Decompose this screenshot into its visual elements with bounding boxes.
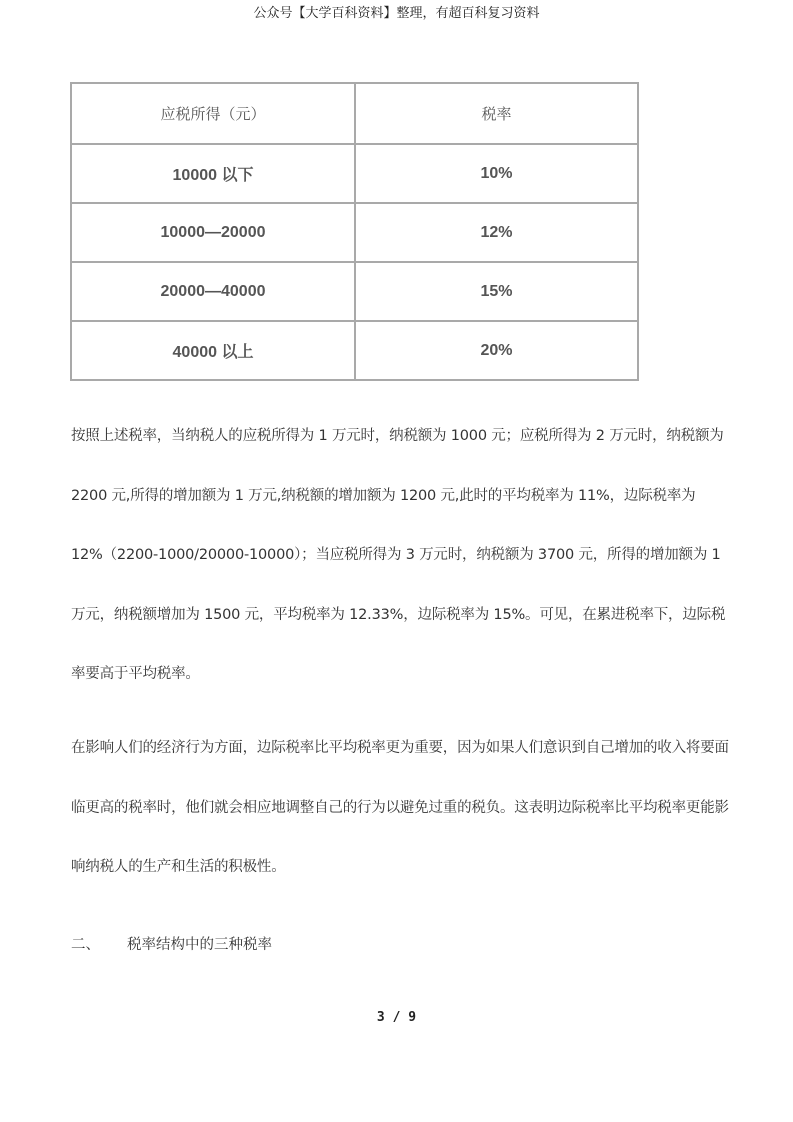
column-header-income: 应税所得（元） — [71, 83, 355, 144]
tax-rate-table — [70, 82, 639, 381]
section-title: 税率结构中的三种税率 — [127, 937, 272, 953]
table-row — [71, 262, 638, 321]
section-heading — [71, 930, 272, 960]
page-header: 公众号【大学百科资料】整理，有超百科复习资料 — [253, 6, 540, 21]
rate-cell: 15% — [355, 262, 638, 321]
rate-cell: 10% — [355, 144, 638, 203]
column-header-rate: 税率 — [355, 83, 638, 144]
income-bracket-cell: 20000—40000 — [71, 262, 355, 321]
table-row — [71, 144, 638, 203]
page-number: 3 / 9 — [376, 1010, 417, 1025]
income-bracket-cell: 10000 以下 — [71, 144, 355, 203]
income-bracket-cell: 10000—20000 — [71, 203, 355, 262]
paragraph-marginal-rate-example: 按照上述税率，当纳税人的应税所得为 1 万元时，纳税额为 1000 元；应税所得为 2 万元时，纳税额为 2200 元,所得的增加额为 1 万元,纳税额的增加额为 1200 元,此时的平均税率为 11%，边际税率为 12%（2200-1000/20000-10000）；当应税所得为 3 万元时，纳税额为 3700 元，所得的增加额为 1 万元，纳税额增加为 1500 元，平均税率为 12.33%，边际税率为 15%。可见，在累进税率下，边际税率要高于平均税率。 — [71, 428, 726, 682]
rate-cell: 20% — [355, 321, 638, 380]
rate-cell: 12% — [355, 203, 638, 262]
section-number: 二、 — [71, 937, 100, 953]
table-row — [71, 321, 638, 380]
table-header-row — [71, 83, 638, 144]
paragraph-marginal-rate-importance: 在影响人们的经济行为方面，边际税率比平均税率更为重要，因为如果人们意识到自己增加的收入将要面临更高的税率时，他们就会相应地调整自己的行为以避免过重的税负。这表明边际税率比平均税率更能影响纳税人的生产和生活的积极性。 — [71, 740, 729, 875]
table-row — [71, 203, 638, 262]
income-bracket-cell: 40000 以上 — [71, 321, 355, 380]
